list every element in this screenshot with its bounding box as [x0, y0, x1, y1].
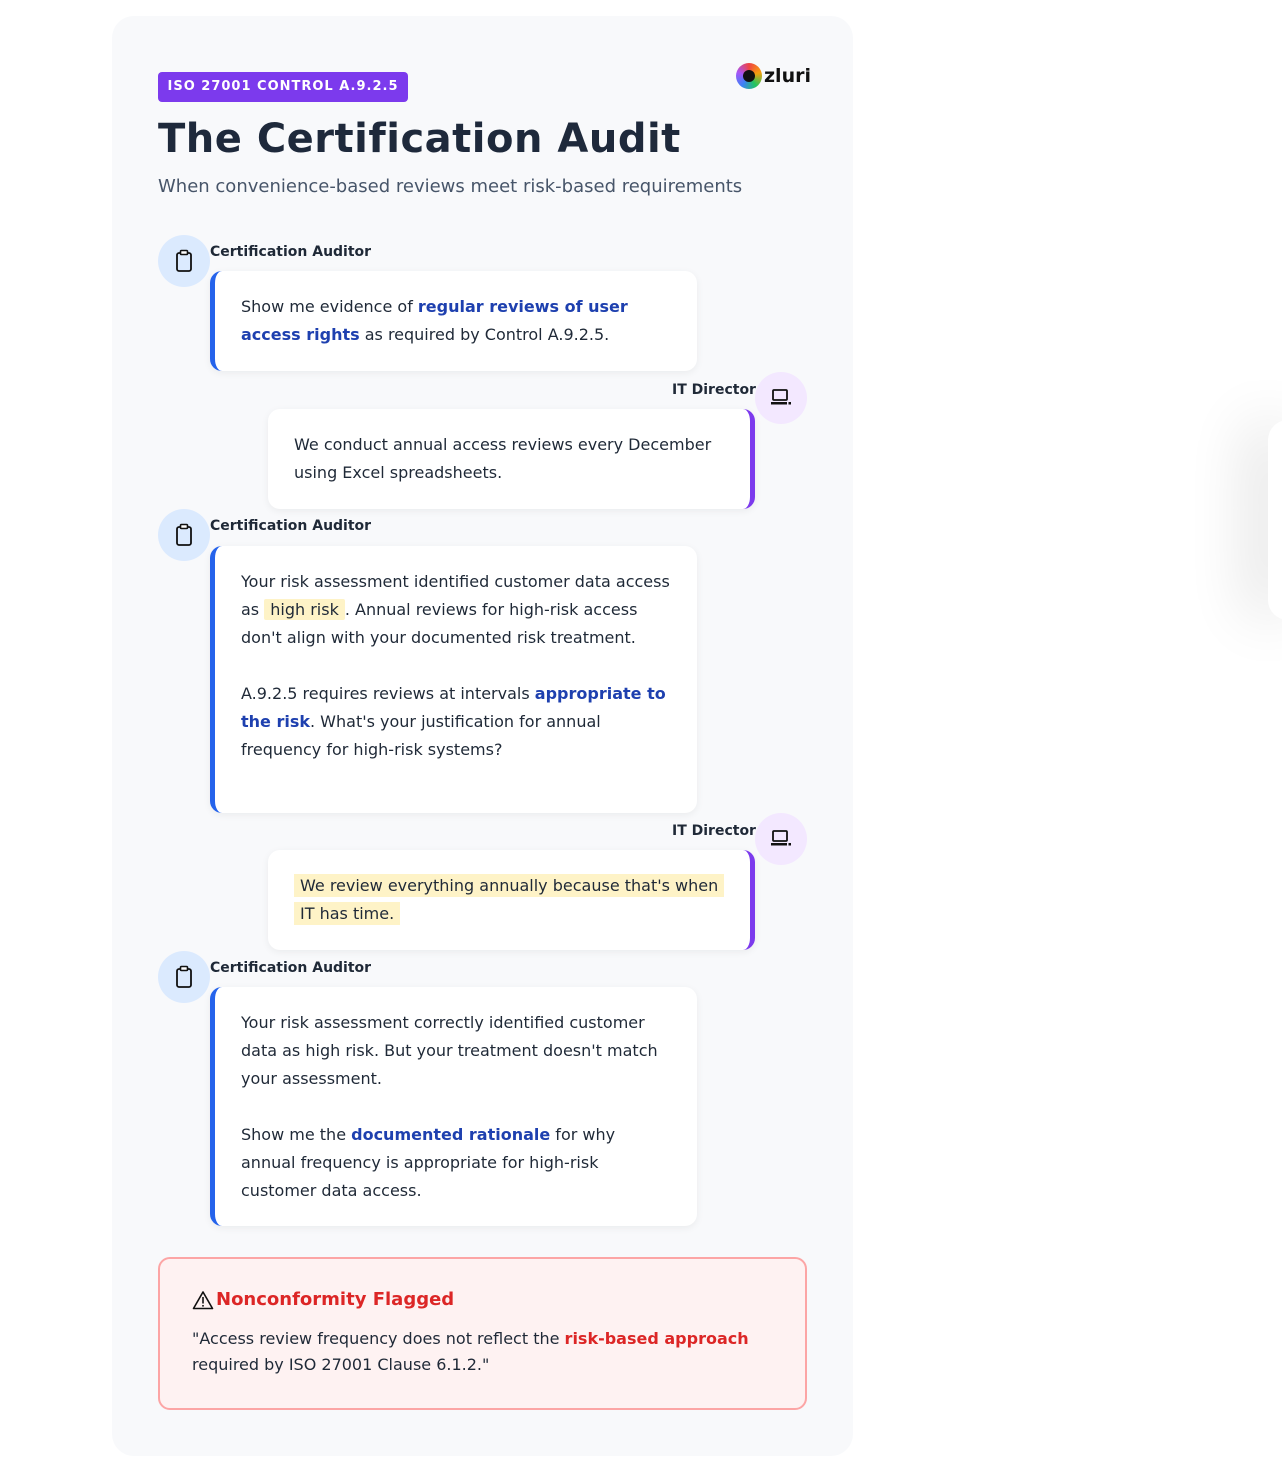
- nonconformity-alert: [158, 1257, 807, 1410]
- speaker-label: Certification Auditor: [210, 518, 372, 534]
- emphasis-text: documented rationale: [351, 1125, 551, 1144]
- page-subtitle: When convenience-based reviews meet risk-based requirements: [158, 176, 743, 197]
- speaker-label: IT Director: [672, 823, 756, 839]
- emphasis-text: regular reviews of user access rights: [241, 297, 628, 344]
- page-title: The Certification Audit: [158, 116, 681, 162]
- laptop-icon: [770, 829, 792, 849]
- auditor-avatar: [158, 951, 210, 1003]
- laptop-icon: [770, 388, 792, 408]
- director-message: We conduct annual access reviews every December using Excel spreadsheets.: [268, 409, 755, 509]
- brand-logo: [736, 63, 811, 89]
- alert-body: "Access review frequency does not reflect the risk-based approach required by ISO 27001 Clause 6.1.2.": [192, 1329, 749, 1374]
- speaker-label: Certification Auditor: [210, 960, 372, 976]
- director-message: [268, 850, 755, 950]
- speaker-label: Certification Auditor: [210, 244, 372, 260]
- speaker-label: IT Director: [672, 382, 756, 398]
- auditor-avatar: [158, 235, 210, 287]
- auditor-message: Your risk assessment identified customer data access as high risk . Annual reviews for high-risk access don't align with your documented risk treatment. A.9.2.5 requires reviews at intervals appropriate to the risk. What's your justification for annual frequency for high-risk systems?: [210, 546, 697, 813]
- side-panel-edge: [1268, 420, 1282, 620]
- emphasis-text: appropriate to the risk: [241, 684, 666, 731]
- highlight-text: high risk: [264, 599, 345, 620]
- clipboard-icon: [174, 249, 194, 273]
- highlight-text: We review everything annually because that's when IT has time.: [294, 874, 724, 925]
- control-badge: ISO 27001 CONTROL A.9.2.5: [158, 72, 408, 102]
- alert-title: Nonconformity Flagged: [216, 1289, 455, 1310]
- audit-card: [112, 16, 853, 1456]
- clipboard-icon: [174, 523, 194, 547]
- auditor-message: Show me evidence of regular reviews of user access rights as required by Control A.9.2.5.: [210, 271, 697, 371]
- logo-icon: [736, 63, 762, 89]
- warning-icon: [192, 1290, 214, 1310]
- clipboard-icon: [174, 965, 194, 989]
- auditor-avatar: [158, 509, 210, 561]
- director-avatar: [755, 813, 807, 865]
- director-avatar: [755, 372, 807, 424]
- logo-text: zluri: [764, 65, 811, 87]
- auditor-message: Your risk assessment correctly identified customer data as high risk. But your treatment doesn't match your assessment. Show me the documented rationale for why annual frequency is appropriate for high-risk customer data access.: [210, 987, 697, 1226]
